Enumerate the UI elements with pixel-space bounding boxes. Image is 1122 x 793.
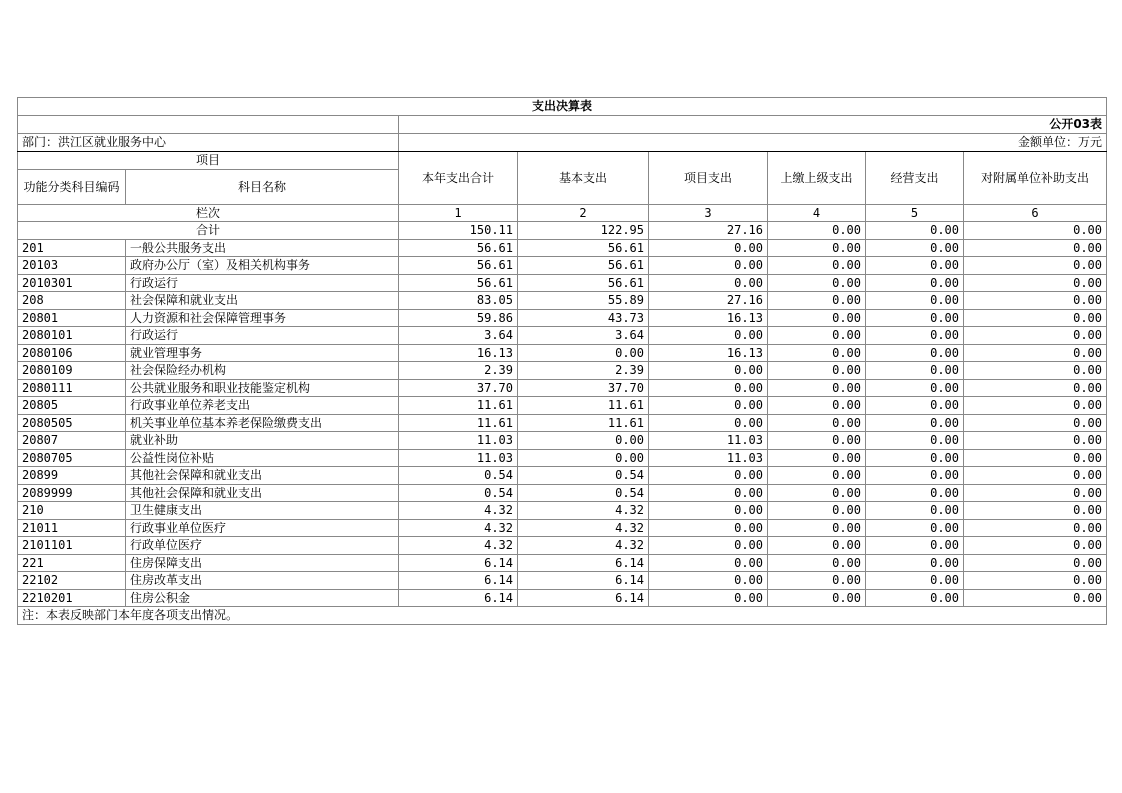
row-value: 0.00 [768, 397, 866, 415]
row-value: 0.00 [964, 432, 1107, 450]
row-value: 0.00 [518, 432, 649, 450]
row-value: 4.32 [399, 537, 518, 555]
row-code: 20899 [18, 467, 126, 485]
row-code: 21011 [18, 519, 126, 537]
row-value: 11.61 [399, 414, 518, 432]
row-name: 公益性岗位补贴 [126, 449, 399, 467]
row-value: 0.00 [768, 589, 866, 607]
row-value: 11.03 [399, 432, 518, 450]
row-value: 0.00 [964, 502, 1107, 520]
table-row [18, 274, 1107, 292]
row-code: 221 [18, 554, 126, 572]
row-value: 0.00 [649, 257, 768, 275]
row-name: 就业补助 [126, 432, 399, 450]
row-code: 20805 [18, 397, 126, 415]
row-value: 0.00 [768, 484, 866, 502]
row-value: 0.00 [964, 414, 1107, 432]
row-value: 0.00 [866, 274, 964, 292]
row-value: 6.14 [518, 554, 649, 572]
row-value: 16.13 [649, 344, 768, 362]
row-code: 20807 [18, 432, 126, 450]
row-value: 0.00 [866, 414, 964, 432]
row-value: 6.14 [518, 589, 649, 607]
row-value: 0.00 [768, 239, 866, 257]
row-name: 机关事业单位基本养老保险缴费支出 [126, 414, 399, 432]
table-row [18, 414, 1107, 432]
total-value: 122.95 [518, 222, 649, 240]
row-value: 0.00 [768, 572, 866, 590]
unit-label: 金额单位：万元 [399, 134, 1107, 152]
total-row [18, 222, 1107, 240]
department-label: 部门：洪江区就业服务中心 [18, 134, 399, 152]
row-value: 2.39 [399, 362, 518, 380]
header-code: 功能分类科目编码 [18, 170, 126, 205]
row-value: 0.00 [866, 362, 964, 380]
row-value: 0.00 [768, 309, 866, 327]
row-code: 20801 [18, 309, 126, 327]
row-value: 0.00 [649, 274, 768, 292]
row-value: 0.00 [649, 537, 768, 555]
row-value: 11.61 [518, 397, 649, 415]
total-label: 合计 [18, 222, 399, 240]
row-value: 0.00 [964, 344, 1107, 362]
row-value: 59.86 [399, 309, 518, 327]
table-row [18, 467, 1107, 485]
row-value: 56.61 [518, 274, 649, 292]
row-code: 20103 [18, 257, 126, 275]
row-name: 行政运行 [126, 327, 399, 345]
row-value: 0.00 [866, 554, 964, 572]
row-value: 37.70 [518, 379, 649, 397]
row-name: 住房公积金 [126, 589, 399, 607]
row-name: 行政事业单位养老支出 [126, 397, 399, 415]
row-value: 83.05 [399, 292, 518, 310]
row-value: 0.00 [964, 292, 1107, 310]
row-value: 0.00 [768, 292, 866, 310]
row-value: 56.61 [518, 257, 649, 275]
row-value: 6.14 [399, 554, 518, 572]
row-value: 0.00 [768, 537, 866, 555]
header-col-6: 对附属单位补助支出 [964, 152, 1107, 205]
row-value: 4.32 [518, 519, 649, 537]
row-value: 0.00 [768, 344, 866, 362]
row-value: 0.00 [768, 274, 866, 292]
row-value: 11.03 [649, 432, 768, 450]
row-value: 0.00 [768, 502, 866, 520]
row-code: 2080106 [18, 344, 126, 362]
row-value: 0.00 [866, 379, 964, 397]
row-value: 2.39 [518, 362, 649, 380]
row-value: 0.00 [649, 379, 768, 397]
row-code: 2080109 [18, 362, 126, 380]
row-code: 2210201 [18, 589, 126, 607]
row-value: 0.00 [866, 537, 964, 555]
table-row [18, 344, 1107, 362]
row-value: 0.00 [866, 327, 964, 345]
row-code: 210 [18, 502, 126, 520]
row-value: 0.00 [649, 362, 768, 380]
row-value: 0.00 [964, 589, 1107, 607]
row-value: 0.00 [768, 362, 866, 380]
row-value: 0.00 [649, 397, 768, 415]
row-value: 0.00 [649, 484, 768, 502]
row-name: 住房改革支出 [126, 572, 399, 590]
row-value: 0.00 [649, 554, 768, 572]
row-value: 0.00 [964, 239, 1107, 257]
row-value: 16.13 [399, 344, 518, 362]
expenditure-table-sheet [17, 97, 1106, 625]
row-value: 0.00 [964, 362, 1107, 380]
total-value: 0.00 [964, 222, 1107, 240]
row-code: 208 [18, 292, 126, 310]
table-row [18, 502, 1107, 520]
row-value: 0.00 [964, 309, 1107, 327]
row-value: 0.00 [866, 484, 964, 502]
row-value: 4.32 [518, 537, 649, 555]
lanci-2: 2 [518, 205, 649, 222]
row-value: 0.00 [768, 257, 866, 275]
header-col-3: 项目支出 [649, 152, 768, 205]
row-value: 0.54 [518, 484, 649, 502]
header-col-2: 基本支出 [518, 152, 649, 205]
row-code: 2080101 [18, 327, 126, 345]
row-value: 0.54 [399, 467, 518, 485]
row-value: 0.00 [964, 537, 1107, 555]
row-value: 0.00 [866, 292, 964, 310]
row-value: 0.00 [866, 589, 964, 607]
row-value: 0.00 [649, 572, 768, 590]
lanci-3: 3 [649, 205, 768, 222]
row-code: 2101101 [18, 537, 126, 555]
row-value: 0.00 [768, 414, 866, 432]
row-value: 0.00 [649, 589, 768, 607]
row-value: 0.00 [768, 554, 866, 572]
row-value: 0.00 [866, 449, 964, 467]
row-value: 0.00 [518, 449, 649, 467]
row-value: 0.00 [964, 554, 1107, 572]
table-row [18, 309, 1107, 327]
table-row [18, 257, 1107, 275]
row-value: 0.00 [866, 432, 964, 450]
header-name: 科目名称 [126, 170, 399, 205]
row-value: 56.61 [399, 257, 518, 275]
row-name: 住房保障支出 [126, 554, 399, 572]
row-value: 0.00 [866, 257, 964, 275]
row-code: 22102 [18, 572, 126, 590]
row-value: 11.03 [649, 449, 768, 467]
row-code: 2089999 [18, 484, 126, 502]
row-name: 一般公共服务支出 [126, 239, 399, 257]
row-value: 0.00 [768, 327, 866, 345]
row-value: 0.00 [964, 572, 1107, 590]
row-value: 6.14 [518, 572, 649, 590]
form-code: 公开03表 [399, 116, 1107, 134]
table-row [18, 432, 1107, 450]
expenditure-table [17, 97, 1107, 625]
row-name: 人力资源和社会保障管理事务 [126, 309, 399, 327]
row-code: 201 [18, 239, 126, 257]
table-row [18, 589, 1107, 607]
row-code: 2080111 [18, 379, 126, 397]
row-value: 3.64 [399, 327, 518, 345]
row-value: 0.00 [866, 309, 964, 327]
row-value: 0.00 [964, 379, 1107, 397]
table-row [18, 449, 1107, 467]
table-row [18, 239, 1107, 257]
row-value: 4.32 [399, 519, 518, 537]
row-value: 4.32 [399, 502, 518, 520]
total-value: 27.16 [649, 222, 768, 240]
row-value: 0.00 [649, 467, 768, 485]
row-value: 0.00 [964, 449, 1107, 467]
row-name: 行政事业单位医疗 [126, 519, 399, 537]
row-value: 0.00 [964, 327, 1107, 345]
lanci-label: 栏次 [18, 205, 399, 222]
row-value: 0.00 [768, 432, 866, 450]
row-value: 0.00 [768, 467, 866, 485]
row-value: 11.61 [518, 414, 649, 432]
lanci-4: 4 [768, 205, 866, 222]
row-name: 其他社会保障和就业支出 [126, 484, 399, 502]
header-col-5: 经营支出 [866, 152, 964, 205]
row-value: 0.00 [964, 397, 1107, 415]
row-name: 卫生健康支出 [126, 502, 399, 520]
table-row [18, 537, 1107, 555]
row-value: 3.64 [518, 327, 649, 345]
lanci-6: 6 [964, 205, 1107, 222]
row-value: 0.00 [518, 344, 649, 362]
table-row [18, 554, 1107, 572]
row-value: 0.00 [649, 414, 768, 432]
row-value: 0.00 [768, 519, 866, 537]
lanci-5: 5 [866, 205, 964, 222]
row-value: 0.00 [768, 379, 866, 397]
row-value: 0.00 [649, 519, 768, 537]
row-code: 2010301 [18, 274, 126, 292]
row-value: 37.70 [399, 379, 518, 397]
total-value: 0.00 [768, 222, 866, 240]
row-value: 0.00 [649, 502, 768, 520]
row-code: 2080705 [18, 449, 126, 467]
row-value: 0.00 [649, 327, 768, 345]
row-name: 就业管理事务 [126, 344, 399, 362]
row-value: 56.61 [518, 239, 649, 257]
row-value: 0.00 [866, 467, 964, 485]
header-col-4: 上缴上级支出 [768, 152, 866, 205]
row-name: 公共就业服务和职业技能鉴定机构 [126, 379, 399, 397]
table-row [18, 519, 1107, 537]
total-value: 150.11 [399, 222, 518, 240]
row-value: 0.00 [866, 239, 964, 257]
row-code: 2080505 [18, 414, 126, 432]
row-value: 43.73 [518, 309, 649, 327]
row-value: 11.03 [399, 449, 518, 467]
row-value: 0.00 [866, 519, 964, 537]
row-value: 6.14 [399, 589, 518, 607]
row-name: 社会保险经办机构 [126, 362, 399, 380]
row-value: 0.00 [964, 519, 1107, 537]
table-row [18, 362, 1107, 380]
row-value: 0.00 [866, 502, 964, 520]
row-name: 其他社会保障和就业支出 [126, 467, 399, 485]
row-value: 27.16 [649, 292, 768, 310]
header-col-1: 本年支出合计 [399, 152, 518, 205]
row-value: 0.00 [964, 484, 1107, 502]
table-row [18, 327, 1107, 345]
row-value: 0.00 [866, 344, 964, 362]
row-value: 0.00 [964, 274, 1107, 292]
row-value: 11.61 [399, 397, 518, 415]
table-row [18, 572, 1107, 590]
table-row [18, 379, 1107, 397]
table-row [18, 292, 1107, 310]
row-value: 0.54 [399, 484, 518, 502]
row-value: 0.00 [964, 467, 1107, 485]
row-value: 56.61 [399, 274, 518, 292]
row-name: 行政单位医疗 [126, 537, 399, 555]
row-name: 社会保障和就业支出 [126, 292, 399, 310]
row-value: 55.89 [518, 292, 649, 310]
total-value: 0.00 [866, 222, 964, 240]
table-title: 支出决算表 [18, 98, 1107, 116]
header-project: 项目 [18, 152, 399, 170]
row-value: 0.00 [866, 397, 964, 415]
row-name: 政府办公厅（室）及相关机构事务 [126, 257, 399, 275]
row-value: 0.00 [768, 449, 866, 467]
row-value: 16.13 [649, 309, 768, 327]
row-value: 0.00 [866, 572, 964, 590]
row-value: 0.00 [964, 257, 1107, 275]
row-value: 0.54 [518, 467, 649, 485]
row-value: 4.32 [518, 502, 649, 520]
table-note: 注：本表反映部门本年度各项支出情况。 [18, 607, 1107, 625]
row-value: 0.00 [649, 239, 768, 257]
row-value: 6.14 [399, 572, 518, 590]
table-row [18, 397, 1107, 415]
row-name: 行政运行 [126, 274, 399, 292]
lanci-1: 1 [399, 205, 518, 222]
table-row [18, 484, 1107, 502]
row-value: 56.61 [399, 239, 518, 257]
